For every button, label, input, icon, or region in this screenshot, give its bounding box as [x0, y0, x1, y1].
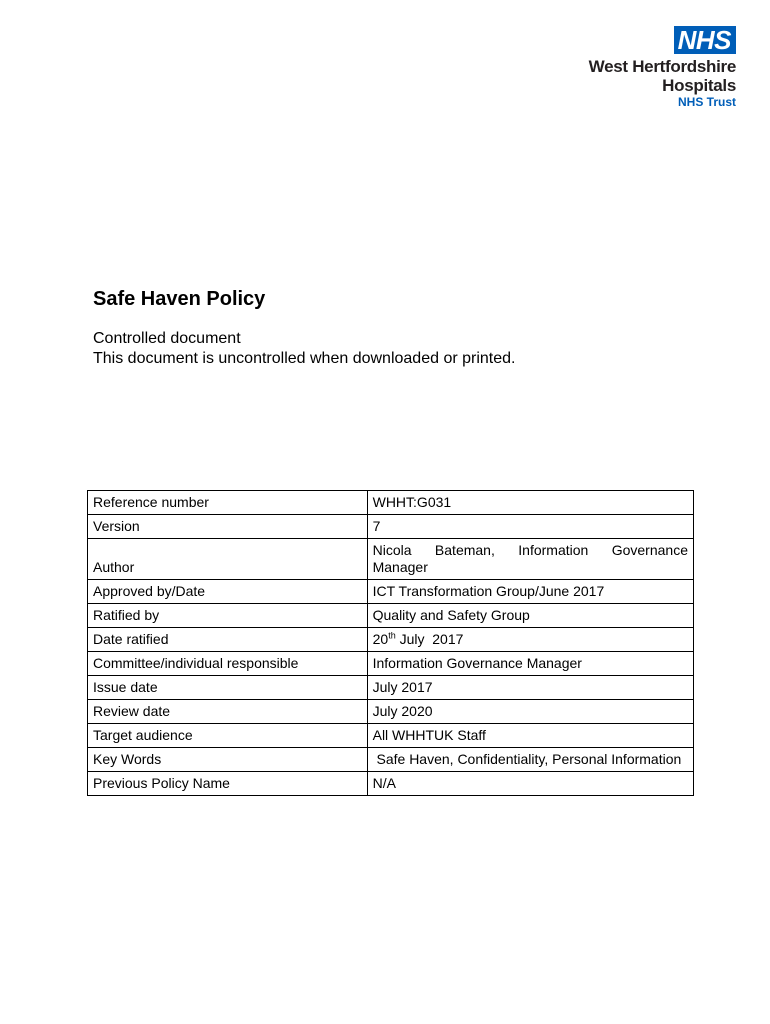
date-ratified-suffix: th: [388, 630, 396, 641]
ratified-by-label: Ratified by: [88, 604, 368, 628]
table-row: [88, 772, 694, 796]
key-words-label: Key Words: [88, 748, 368, 772]
target-audience-value: All WHHTUK Staff: [367, 724, 693, 748]
table-row: [88, 580, 694, 604]
table-row: [88, 491, 694, 515]
issue-date-value: July 2017: [367, 676, 693, 700]
version-label: Version: [88, 515, 368, 539]
approved-by-value: ICT Transformation Group/June 2017: [367, 580, 693, 604]
approved-by-label: Approved by/Date: [88, 580, 368, 604]
target-audience-label: Target audience: [88, 724, 368, 748]
version-value: 7: [367, 515, 693, 539]
document-subtitle: [93, 329, 515, 369]
date-ratified-day: 20: [372, 631, 389, 647]
nhs-logo-badge: NHS: [674, 26, 736, 54]
previous-policy-name-value: N/A: [367, 772, 693, 796]
nhs-logo-block: [589, 26, 736, 110]
ratified-by-value: Quality and Safety Group: [367, 604, 693, 628]
document-title: Safe Haven Policy: [93, 288, 266, 310]
committee-responsible-value: Information Governance Manager: [367, 652, 693, 676]
controlled-document-label: Controlled document: [93, 330, 241, 347]
document-metadata-table: [87, 490, 694, 796]
table-row: [88, 515, 694, 539]
table-row: [88, 724, 694, 748]
author-value: Nicola Bateman, Information Governance Manager: [367, 539, 693, 580]
author-label: Author: [88, 539, 368, 580]
table-row: [88, 748, 694, 772]
uncontrolled-notice: This document is uncontrolled when downloaded or printed.: [93, 350, 516, 367]
issue-date-label: Issue date: [88, 676, 368, 700]
table-row: [88, 700, 694, 724]
table-row: [88, 628, 694, 652]
table-row: [88, 539, 694, 580]
table-row: [88, 652, 694, 676]
date-ratified-value: [367, 628, 693, 652]
organisation-name-line-1: West Hertfordshire: [588, 57, 736, 76]
organisation-name-line-2: Hospitals: [662, 76, 736, 95]
date-ratified-month-year: July 2017: [395, 631, 464, 647]
table-row: [88, 676, 694, 700]
review-date-value: July 2020: [367, 700, 693, 724]
review-date-label: Review date: [88, 700, 368, 724]
previous-policy-name-label: Previous Policy Name: [88, 772, 368, 796]
reference-number-value: WHHT:G031: [367, 491, 693, 515]
committee-responsible-label: Committee/individual responsible: [88, 652, 368, 676]
reference-number-label: Reference number: [88, 491, 368, 515]
table-row: [88, 604, 694, 628]
key-words-value: Safe Haven, Confidentiality, Personal Information: [367, 748, 693, 772]
date-ratified-label: Date ratified: [88, 628, 368, 652]
trust-name: NHS Trust: [677, 95, 736, 109]
